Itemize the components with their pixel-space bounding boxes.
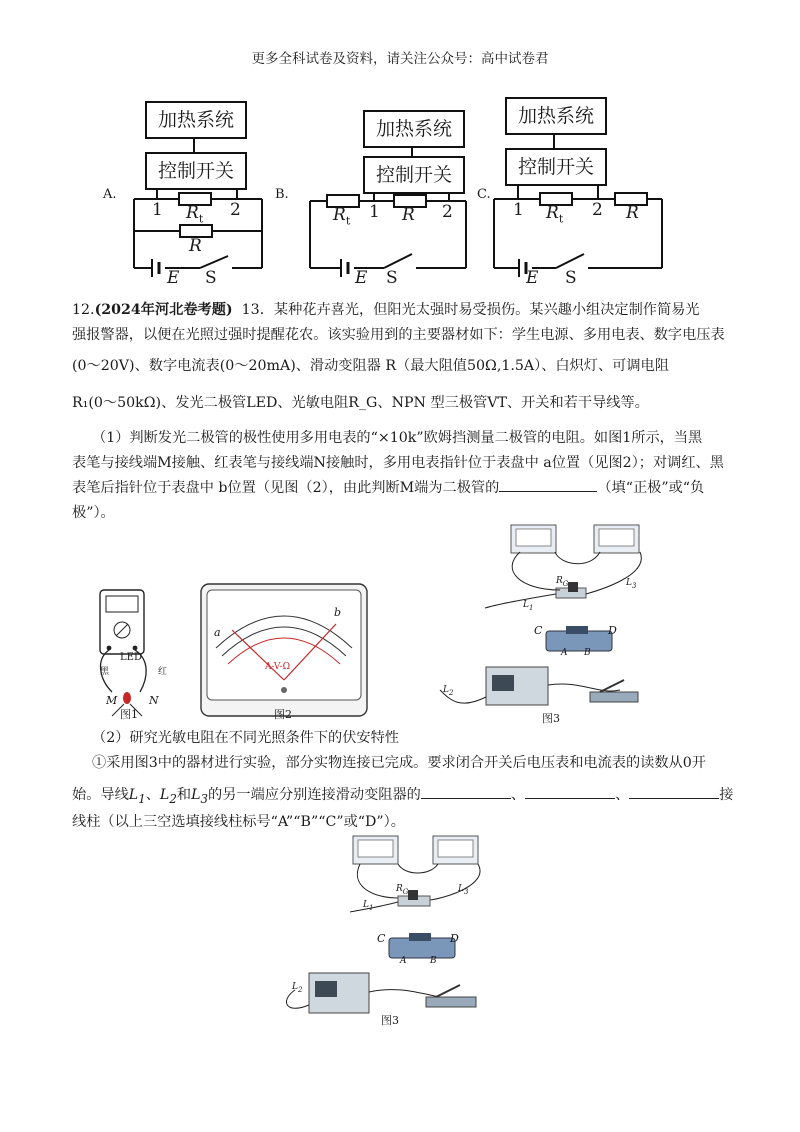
fig3-c-label: C	[534, 624, 543, 637]
fig3b-l1-letter: L	[363, 900, 369, 910]
s-label-c: S	[565, 268, 577, 288]
control-switch-box-a: 控制开关	[145, 152, 247, 190]
fig1-red-label: 红	[158, 667, 168, 677]
rt-letter: R	[546, 203, 559, 223]
fig3b-d-label: D	[450, 932, 459, 945]
rt-subscript: t	[345, 214, 351, 228]
heating-system-box-a: 加热系统	[145, 101, 247, 139]
question-number: 12.	[72, 302, 95, 318]
rt-label-b	[333, 205, 350, 227]
question-source: (2024年河北卷考题)	[94, 302, 233, 318]
fig2-center-label: A-V-Ω	[265, 662, 291, 672]
question-line-4: R₁(0～50kΩ)、发光二极管LED、光敏电阻R_G、NPN 型三极管VT、开关和若干导线等。	[72, 395, 649, 411]
heating-system-box-b: 加热系统	[363, 110, 465, 148]
rt-label-a	[186, 203, 203, 225]
fig3-l1-label: $L_1$	[523, 600, 534, 612]
part2-line-2b: 和	[176, 787, 192, 803]
part1-line-3-text: 表笔后指针位于表盘中 b位置（见图（2），由此判断M端为二极管的	[72, 480, 500, 496]
rt-letter: R	[333, 205, 346, 225]
fig3-l1-letter: L	[523, 600, 529, 610]
terminal-2-a: 2	[230, 200, 241, 220]
part2-line-2: 始。导线$L_1$、$L_2$和$L_3$的另一端应分别连接滑动变阻器的 、 、 接	[72, 784, 733, 810]
rt-label-c	[546, 203, 563, 225]
circuit-diagrams	[0, 0, 800, 300]
fig2-a-label: a	[214, 626, 221, 639]
question-line-1	[72, 299, 700, 321]
ohmmeter-dial-icon	[201, 584, 367, 716]
fig3b-rg-letter: R	[396, 884, 403, 894]
wire-l2-letter: L	[159, 787, 170, 803]
part1-line-2: 表笔与接线端M接触、红表笔与接线端N接触时，多用电表指针位于表盘中 a位置（见图2）；对调红、黑	[72, 455, 724, 471]
fig3-l2-label: $L_2$	[443, 685, 454, 697]
fig3-d-label: D	[608, 624, 617, 637]
part2-line-2c: 的另一端应分别连接滑动变阻器的	[208, 787, 421, 803]
fig3b-l3-label: $L_3$	[458, 884, 469, 896]
sep-1: 、	[510, 787, 526, 803]
control-switch-box-b: 控制开关	[363, 156, 465, 194]
page-header: 更多全科试卷及资料，请关注公众号：高中试卷君	[251, 51, 549, 67]
e-label-c: E	[526, 268, 539, 288]
fig3b-a-label: A	[400, 956, 407, 966]
wire-l2-symbol: $L_2$	[159, 787, 177, 806]
rt-letter: R	[186, 203, 199, 223]
sep-2: 、	[615, 787, 630, 803]
fig3b-l2-label: $L_2$	[292, 982, 303, 994]
answer-blank-l2[interactable]	[525, 784, 615, 799]
fig3-rg-label: $R_G$	[556, 576, 569, 588]
rt-subscript: t	[198, 212, 204, 226]
wire-l3-symbol: $L_3$	[191, 787, 209, 806]
part2-line-2a: 始。导线	[72, 787, 129, 803]
question-line-3: (0～20V)、数字电流表(0～20mA)、滑动变阻器 R（最大阻值50Ω,1.5A）、白炽灯、可调电阻	[72, 358, 669, 374]
fig1-m-label: M	[106, 694, 118, 707]
fig3b-c-label: C	[377, 932, 386, 945]
figures-row	[0, 520, 800, 730]
fig1-caption: 图1	[120, 708, 138, 721]
fig2-b-label: b	[334, 606, 342, 619]
terminal-2-b: 2	[442, 202, 453, 222]
s-label-b: S	[386, 268, 398, 288]
terminal-2-c: 2	[592, 200, 603, 220]
fig3-bottom-drawing	[0, 830, 800, 1030]
s-label-a: S	[205, 268, 217, 288]
part1-line-3-tail: （填“正极”或“负	[597, 480, 705, 496]
part1-line-4: 极”）。	[72, 505, 115, 521]
answer-blank-l1[interactable]	[421, 784, 511, 799]
fig3-bottom	[0, 830, 800, 1030]
fig1-black-label: 黑	[100, 667, 110, 677]
control-switch-box-c: 控制开关	[505, 148, 607, 186]
part2-title: （2）研究光敏电阻在不同光照条件下的伏安特性	[92, 730, 399, 746]
part1-line-3	[72, 477, 704, 499]
option-b-label: B.	[275, 187, 289, 202]
part2-line-1: ①采用图3中的器材进行实验，部分实物连接已完成。要求闭合开关后电压表和电流表的读数从0开	[92, 755, 706, 771]
fig3b-l3-letter: L	[458, 884, 464, 894]
fig3-l3-letter: L	[626, 578, 632, 588]
fig3b-l2-letter: L	[292, 982, 298, 992]
heating-system-box-c: 加热系统	[505, 97, 607, 135]
wire-l3-letter: L	[191, 787, 201, 803]
r-label-a: R	[189, 236, 202, 256]
fig2-caption: 图2	[274, 708, 292, 721]
e-label-a: E	[167, 268, 180, 288]
r-label-b: R	[402, 205, 415, 225]
fig3b-l1-label: $L_1$	[363, 900, 374, 912]
question-text-1: 13．某种花卉喜光，但阳光太强时易受损伤。某兴趣小组决定制作简易光	[241, 302, 700, 318]
r-label-c: R	[626, 203, 639, 223]
fig3-l2-letter: L	[443, 685, 449, 695]
option-c-label: C.	[477, 187, 491, 202]
part1-line-1: （1）判断发光二极管的极性使用多用电表的“×10k”欧姆挡测量二极管的电阻。如图1所示，当黑	[92, 430, 703, 446]
question-line-2: 强报警器，以便在光照过强时提醒花农。该实验用到的主要器材如下：学生电源、多用电表、数字电压表	[72, 327, 725, 343]
fig3-a-label: A	[561, 648, 568, 658]
terminal-1-b: 1	[369, 202, 380, 222]
fig3-caption: 图3	[542, 712, 560, 725]
fig1-n-label: N	[149, 694, 159, 707]
fig3b-b-label: B	[430, 956, 437, 966]
figures-drawing	[0, 520, 800, 730]
e-label-b: E	[355, 268, 368, 288]
fig3-top-apparatus-icon	[440, 525, 641, 705]
wire-l1-letter: L	[128, 787, 139, 803]
fig3-rg-letter: R	[556, 576, 563, 586]
answer-blank-l3[interactable]	[629, 784, 719, 799]
answer-blank-polarity[interactable]	[499, 477, 597, 492]
rt-subscript: t	[558, 212, 564, 226]
option-a-label: A.	[103, 187, 117, 202]
fig3-l3-label: $L_3$	[626, 578, 637, 590]
terminal-1-c: 1	[513, 200, 524, 220]
terminal-1-a: 1	[152, 200, 163, 220]
part2-line-2d: 接	[719, 787, 734, 803]
wire-l1-symbol: $L_1$	[128, 787, 146, 806]
fig3b-caption: 图3	[381, 1014, 399, 1027]
fig3b-rg-label: $R_G$	[396, 884, 409, 896]
part2-line-3: 线柱（以上三空选填接线柱标号“A”“B”“C”或“D”）。	[72, 814, 405, 830]
fig3-b-label: B	[584, 648, 591, 658]
fig1-led-label: LED	[120, 652, 142, 663]
circuit-wires	[0, 0, 800, 300]
